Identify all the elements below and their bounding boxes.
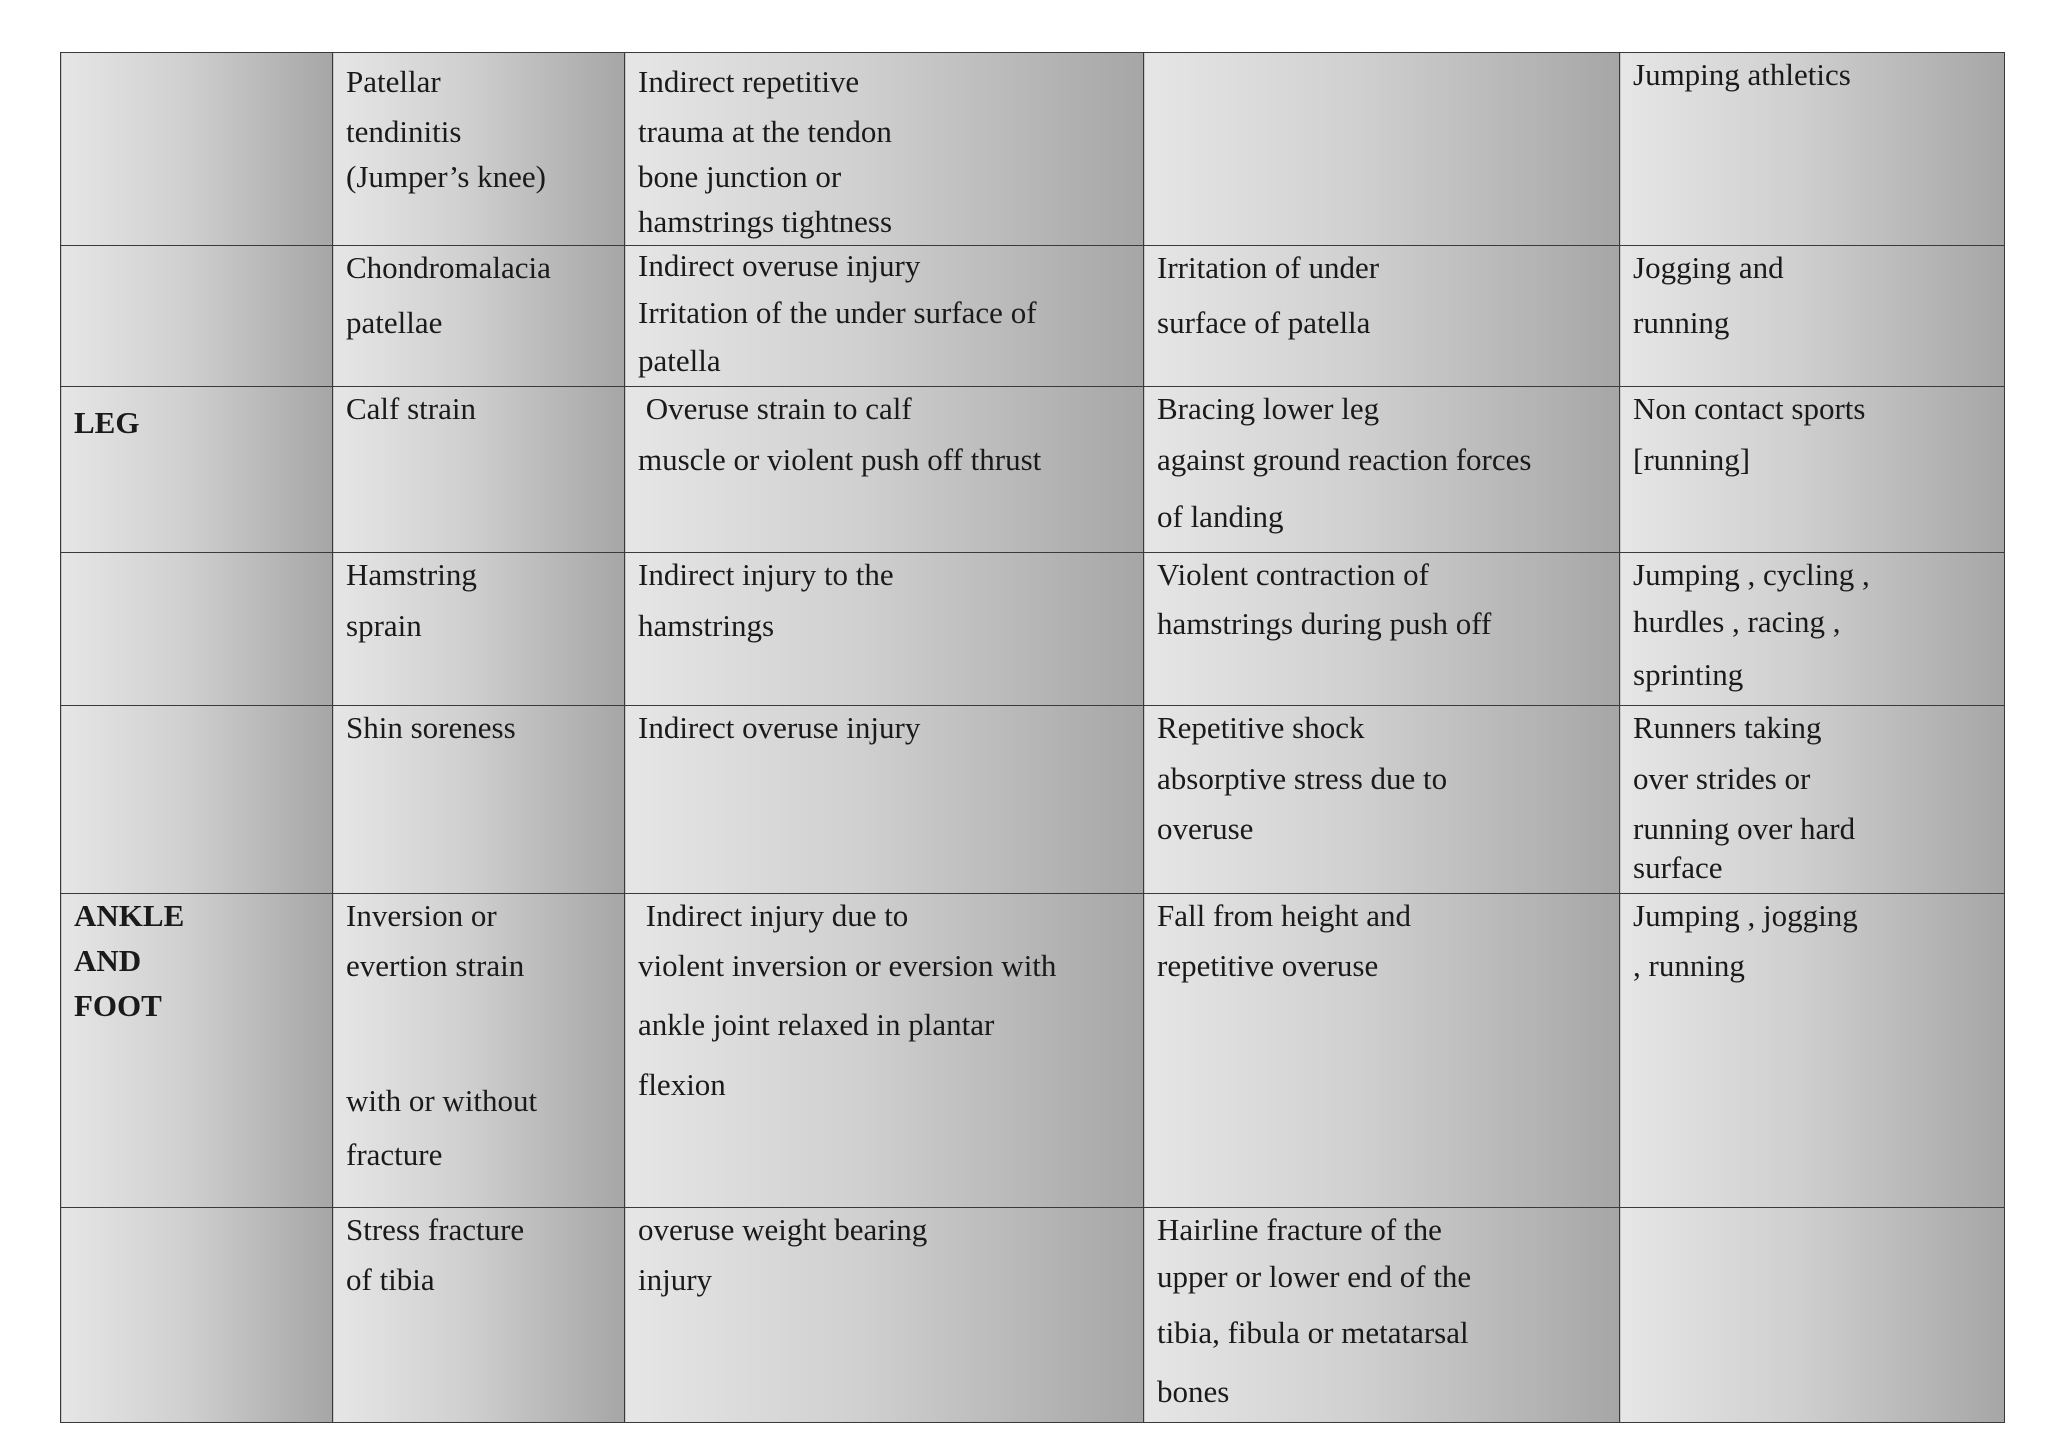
table-row [61,894,2005,1208]
cell-line: (Jumper’s knee) [346,159,547,195]
region-label: FOOT [74,987,162,1023]
cell-line: Indirect overuse injury [638,710,921,746]
cell-line: evertion strain [346,948,525,984]
cause-cell [1144,1208,1620,1423]
mechanism-cell [625,387,1144,553]
sport-cell [1620,53,2005,246]
cell-line: upper or lower end of the [1157,1259,1472,1295]
cell-line: hamstrings during push off [1157,605,1492,641]
spacer [346,996,624,1076]
cell-line: tibia, fibula or metatarsal [1157,1315,1469,1351]
cause-cell [1144,553,1620,706]
region-label: ANKLE [74,898,185,934]
region-cell [61,246,333,387]
cell-line: hamstrings tightness [638,204,893,240]
cell-line: Jumping , jogging [1633,898,1858,934]
cell-line: surface [1633,849,1723,885]
cell-line: Irritation of under [1157,250,1380,286]
cell-line: hurdles , racing , [1633,603,1841,639]
cell-line: Jumping , cycling , [1633,557,1870,593]
cell-line: Indirect injury due to [638,898,909,934]
injury-cell [333,894,625,1208]
cell-line: absorptive stress due to [1157,761,1448,797]
mechanism-cell [625,553,1144,706]
cell-line: Fall from height and [1157,898,1411,934]
cell-line: Calf strain [346,391,476,427]
cell-line: Non contact sports [1633,391,1866,427]
region-cell [61,1208,333,1423]
sport-cell [1620,553,2005,706]
cell-line: bones [1157,1374,1230,1409]
injury-cell [333,1208,625,1423]
cell-line: bone junction or [638,159,842,195]
table-row [61,387,2005,553]
sport-cell [1620,246,2005,387]
cell-line: Runners taking [1633,710,1822,746]
cell-line: trauma at the tendon [638,114,892,150]
cell-line: patellae [346,304,443,340]
region-cell [61,894,333,1208]
cell-line: Patellar [346,64,441,99]
sport-cell [1620,1208,2005,1423]
table-row [61,246,2005,387]
region-label: AND [74,942,142,978]
cell-line: , running [1633,948,1745,984]
cell-line: Jumping athletics [1633,57,1851,92]
table-row [61,553,2005,706]
cell-line: over strides or [1633,761,1811,797]
cell-line: fracture [346,1136,443,1172]
injury-cell [333,53,625,246]
cause-cell [1144,387,1620,553]
cell-line: Indirect overuse injury [638,248,921,284]
cause-cell [1144,246,1620,387]
cell-line: with or without [346,1083,538,1119]
cell-line: tendinitis [346,114,462,150]
table-row [61,53,2005,246]
cell-line: sprain [346,607,422,643]
mechanism-cell [625,894,1144,1208]
cell-line: Irritation of the under surface of [638,295,1037,331]
cell-line: of tibia [346,1262,435,1298]
cell-line: Repetitive shock [1157,710,1365,746]
cell-line: Hamstring [346,557,477,593]
cell-line: overuse weight bearing [638,1212,928,1248]
cell-line: Indirect repetitive [638,64,860,99]
cell-line: Stress fracture [346,1212,525,1248]
mechanism-cell [625,706,1144,894]
injury-cell [333,246,625,387]
injury-cell [333,553,625,706]
region-cell [61,53,333,246]
cell-line: Overuse strain to calf [638,391,912,427]
cell-line: Bracing lower leg [1157,391,1380,427]
cell-line: violent inversion or eversion with [638,948,1057,984]
region-cell [61,387,333,553]
mechanism-cell [625,1208,1144,1423]
cell-line: surface of patella [1157,304,1371,340]
cell-line: patella [638,342,721,378]
cell-line: overuse [1157,810,1254,846]
cell-line: injury [638,1262,713,1298]
cell-line: Jogging and [1633,250,1784,286]
cause-cell [1144,706,1620,894]
cell-line: of landing [1157,498,1284,534]
table-row [61,1208,2005,1423]
injury-cell [333,387,625,553]
mechanism-cell [625,53,1144,246]
injury-cell [333,706,625,894]
cell-line: [running] [1633,441,1751,477]
cause-cell [1144,894,1620,1208]
cell-line: Violent contraction of [1157,557,1429,593]
injury-table [60,52,2005,1423]
cell-line: ankle joint relaxed in plantar [638,1006,995,1042]
cell-line: flexion [638,1067,726,1103]
region-cell [61,706,333,894]
cell-line: Hairline fracture of the [1157,1212,1442,1248]
cell-line: hamstrings [638,607,775,643]
cell-line: running [1633,304,1730,340]
region-label: LEG [74,405,140,441]
cell-line: Shin soreness [346,710,516,746]
sport-cell [1620,387,2005,553]
cell-line: muscle or violent push off thrust [638,441,1042,477]
cell-line: Chondromalacia [346,250,551,286]
sport-cell [1620,706,2005,894]
cell-line: against ground reaction forces [1157,441,1532,477]
cell-line: Inversion or [346,898,497,934]
region-cell [61,553,333,706]
cell-line: Indirect injury to the [638,557,894,593]
cell-line: running over hard [1633,810,1856,846]
cause-cell [1144,53,1620,246]
cell-line: repetitive overuse [1157,948,1379,984]
mechanism-cell [625,246,1144,387]
sport-cell [1620,894,2005,1208]
cell-line: sprinting [1633,657,1744,693]
table-row [61,706,2005,894]
